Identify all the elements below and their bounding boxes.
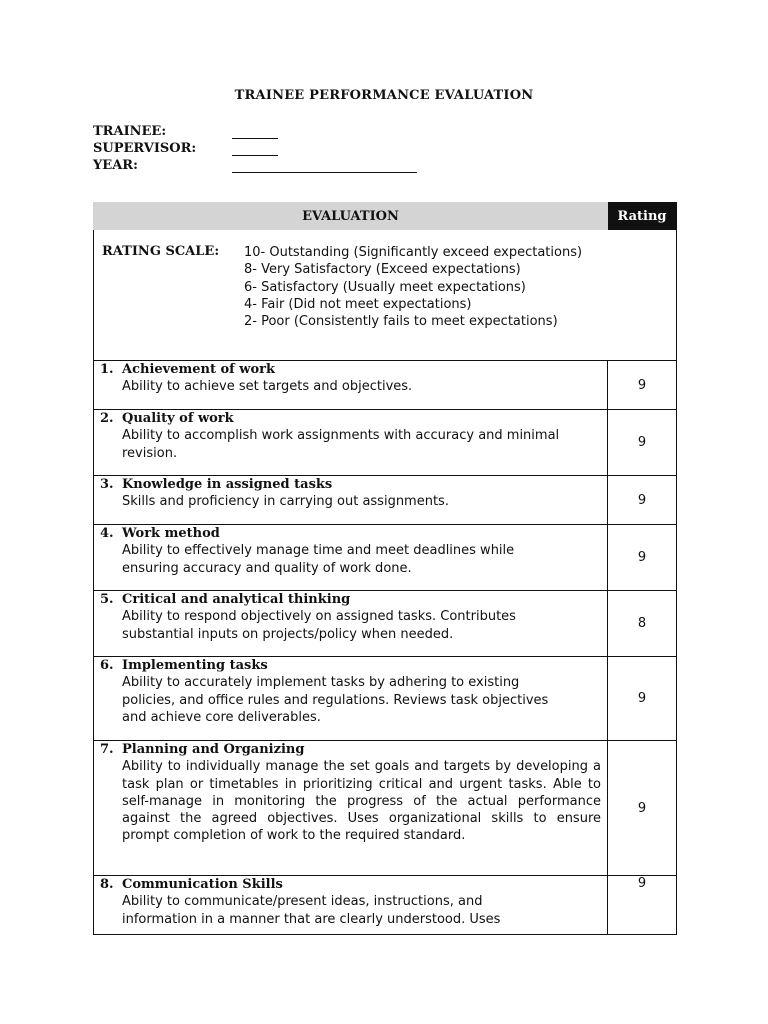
evaluation-header: EVALUATION [94, 203, 608, 230]
rating-value[interactable]: 9 [608, 876, 677, 935]
year-row [93, 156, 417, 173]
document-title: TRAINEE PERFORMANCE EVALUATION [234, 88, 534, 103]
criterion-cell [94, 741, 608, 876]
criterion-cell [94, 410, 608, 476]
criterion-cell [94, 476, 608, 525]
rating-value[interactable]: 9 [608, 410, 677, 476]
rating-scale-item: 4- Fair (Did not meet expectations) [244, 296, 472, 312]
criterion-description: Ability to achieve set targets and objectives. [122, 379, 413, 395]
criterion-cell [94, 876, 608, 935]
criterion-number: 6. [100, 658, 114, 673]
supervisor-label: SUPERVISOR: [93, 141, 197, 156]
criterion-description: Ability to effectively manage time and meet deadlines while ensuring accuracy and quality of work done. [122, 543, 515, 576]
criterion-number: 7. [100, 742, 114, 757]
supervisor-row [93, 139, 417, 156]
year-label: YEAR: [93, 158, 138, 173]
criterion-cell [94, 361, 608, 410]
table-row [94, 525, 677, 591]
rating-value[interactable]: 8 [608, 591, 677, 657]
criterion-cell [94, 657, 608, 741]
criterion-cell [94, 525, 608, 591]
criterion-number: 1. [100, 362, 114, 377]
criterion-title: Planning and Organizing [122, 742, 305, 757]
rating-value[interactable]: 9 [608, 361, 677, 410]
table-row [94, 741, 677, 876]
year-blank-line[interactable] [232, 159, 417, 173]
criterion-number: 3. [100, 477, 114, 492]
criterion-title: Work method [122, 526, 220, 541]
criterion-cell [94, 591, 608, 657]
rating-value[interactable]: 9 [608, 525, 677, 591]
rating-value[interactable]: 9 [608, 476, 677, 525]
criterion-number: 2. [100, 411, 114, 426]
criterion-number: 4. [100, 526, 114, 541]
rating-scale-item: 10- Outstanding (Significantly exceed expectations) [244, 245, 583, 260]
table-row [94, 476, 677, 525]
table-row [94, 876, 677, 935]
criterion-number: 8. [100, 877, 114, 892]
rating-value[interactable]: 9 [608, 741, 677, 876]
criterion-description: Ability to communicate/present ideas, instructions, and information in a manner that are clearly understood. Uses [122, 894, 501, 927]
criterion-description: Ability to respond objectively on assigned tasks. Contributes substantial inputs on projects/policy when needed. [122, 609, 516, 642]
criterion-title: Achievement of work [122, 362, 276, 377]
evaluation-table [93, 202, 677, 935]
rating-scale-label: RATING SCALE: [102, 244, 220, 259]
criterion-title: Critical and analytical thinking [122, 592, 351, 607]
criterion-description: Skills and proficiency in carrying out assignments. [122, 494, 449, 510]
rating-header: Rating [608, 203, 677, 230]
rating-scale-row [94, 230, 677, 361]
rating-scale-list [244, 244, 582, 330]
criterion-description: Ability to accurately implement tasks by adhering to existing policies, and office rules and regulations. Reviews task objectives and achieve core deliverables. [122, 675, 549, 725]
rating-value[interactable]: 9 [608, 657, 677, 741]
table-row [94, 591, 677, 657]
criterion-title: Knowledge in assigned tasks [122, 477, 333, 492]
criterion-number: 5. [100, 592, 114, 607]
rating-scale-item: 6- Satisfactory (Usually meet expectations) [244, 279, 526, 295]
criterion-title: Implementing tasks [122, 658, 268, 673]
meta-block [93, 122, 417, 173]
table-row [94, 361, 677, 410]
table-row [94, 410, 677, 476]
criterion-description: Ability to accomplish work assignments with accuracy and minimal revision. [122, 428, 560, 461]
rating-scale-item: 2- Poor (Consistently fails to meet expectations) [244, 314, 558, 330]
rating-scale-item: 8- Very Satisfactory (Exceed expectations) [244, 262, 521, 278]
trainee-blank-line[interactable] [232, 125, 278, 139]
criterion-title: Communication Skills [122, 877, 283, 892]
table-header-row [94, 203, 677, 230]
supervisor-blank-line[interactable] [232, 142, 278, 156]
rating-scale-cell [94, 230, 677, 361]
trainee-row [93, 122, 417, 139]
table-row [94, 657, 677, 741]
criterion-description: Ability to individually manage the set goals and targets by developing a task plan or timetables in prioritizing critical and urgent tasks. Able to self-manage in monitoring the progress of the actual performance against the agreed objectives. Uses organizational skills to ensure prompt completion of work to the required standard. [122, 759, 601, 844]
trainee-label: TRAINEE: [93, 124, 167, 139]
criterion-title: Quality of work [122, 411, 234, 426]
